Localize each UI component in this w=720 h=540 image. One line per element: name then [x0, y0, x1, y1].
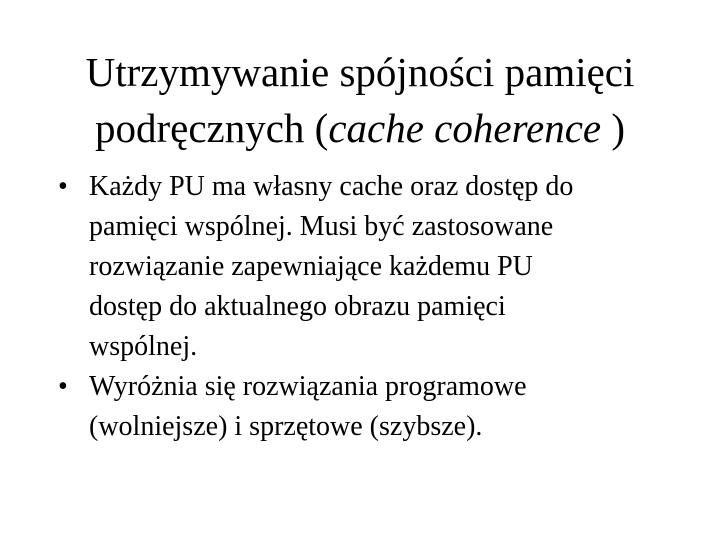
bullet-line: Wyróżnia się rozwiązania programowe — [89, 371, 527, 402]
bullet-list — [58, 167, 698, 447]
bullet-icon: • — [58, 371, 68, 402]
title-italic-term: cache coherence — [328, 105, 602, 151]
bullet-text — [89, 367, 698, 447]
bullet-item — [58, 167, 698, 367]
bullet-line: Każdy PU ma własny cache oraz dostęp do — [89, 171, 574, 202]
bullet-line: pamięci wspólnej. Musi być zastosowane — [89, 211, 554, 242]
title-line-1: Utrzymywanie spójności pamięci — [85, 49, 635, 95]
slide-title — [36, 44, 684, 156]
bullet-line: (wolniejsze) i sprzętowe (szybsze). — [89, 411, 483, 442]
bullet-icon: • — [58, 171, 68, 202]
bullet-item — [58, 367, 698, 447]
bullet-line: rozwiązanie zapewniające każdemu PU — [89, 251, 533, 282]
bullet-line: dostęp do aktualnego obrazu pamięci — [89, 291, 506, 322]
bullet-line: wspólnej. — [89, 331, 198, 362]
title-prefix: podręcznych ( — [94, 105, 329, 151]
title-line-2 — [36, 100, 684, 156]
bullet-text — [89, 167, 698, 367]
title-suffix: ) — [601, 105, 626, 151]
